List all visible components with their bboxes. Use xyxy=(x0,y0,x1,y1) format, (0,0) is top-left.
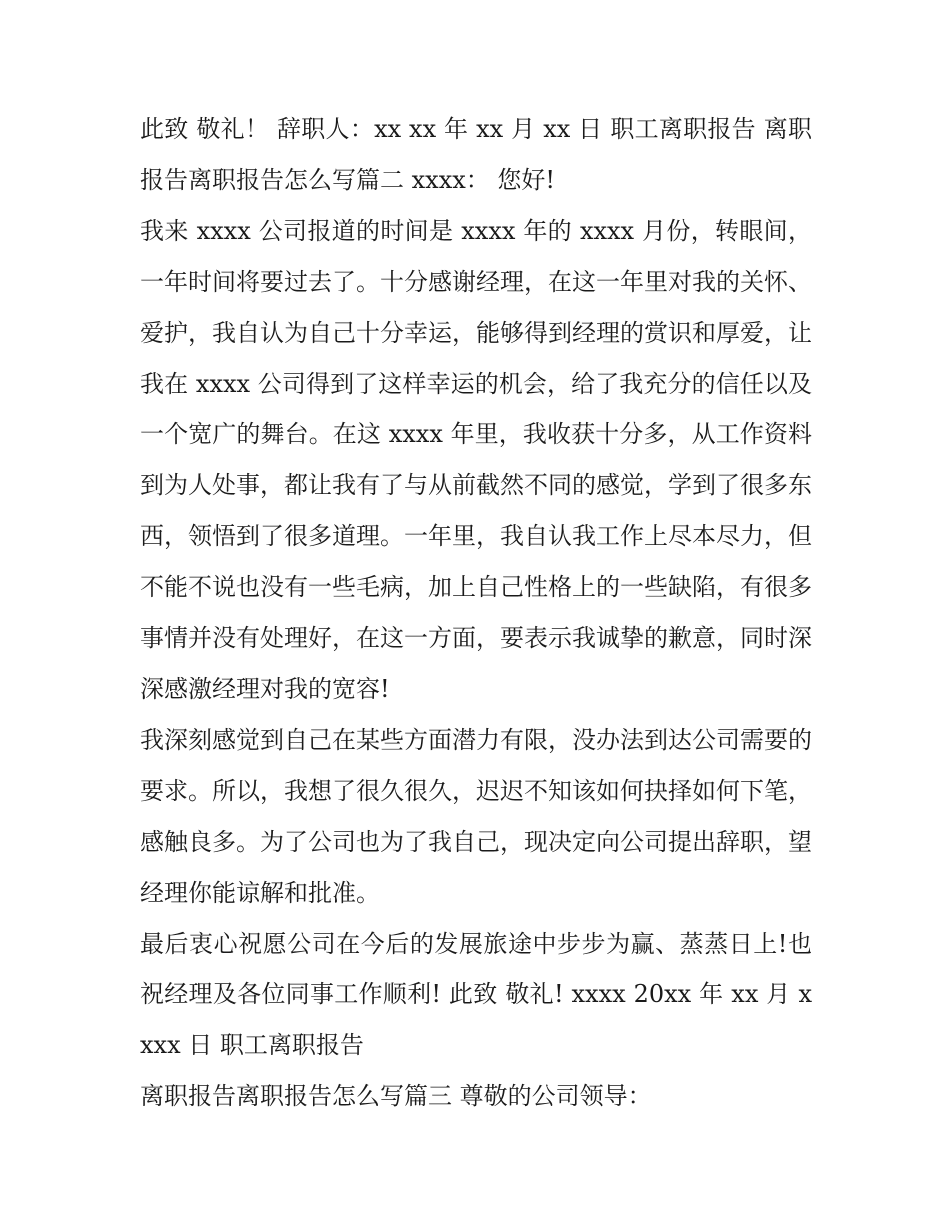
document-body xyxy=(140,104,812,1122)
paragraph-closing-and-heading-2: 此致 敬礼！ 辞职人：xx xx 年 xx 月 xx 日 职工离职报告 离职报告离职报告怎么写篇二 xxxx： 您好! xyxy=(140,115,812,194)
paragraph-resignation-reason: 我深刻感觉到自己在某些方面潜力有限，没办法到达公司需要的要求。所以，我想了很久很久，迟迟不知该如何抉择如何下笔，感触良多。为了公司也为了我自己，现决定向公司提出辞职，望经理你能谅解和批准。 xyxy=(140,725,812,907)
paragraph-wishes-and-signature: 最后衷心祝愿公司在今后的发展旅途中步步为赢、蒸蒸日上!也祝经理及各位同事工作顺利! 此致 敬礼! xxxx 20xx 年 xx 月 xxxx 日 职工离职报告 xyxy=(140,929,812,1060)
paragraph-heading-3: 离职报告离职报告怎么写篇三 尊敬的公司领导： xyxy=(140,1082,652,1111)
paragraph-gratitude: 我来 xxxx 公司报道的时间是 xxxx 年的 xxxx 月份，转眼间，一年时间将要过去了。十分感谢经理，在这一年里对我的关怀、爱护，我自认为自己十分幸运，能够得到经理的赏识和厚爱，让我在 xxxx 公司得到了这样幸运的机会，给了我充分的信任以及一个宽广的舞台。在这 xxxx 年里，我收获十分多，从工作资料到为人处事，都让我有了与从前截然不同的感觉，学到了很多东西，领悟到了很多道理。一年里，我自认我工作上尽本尽力，但不能不说也没有一些毛病，加上自己性格上的一些缺陷，有很多事情并没有处理好，在这一方面，要表示我诚挚的歉意，同时深深感激经理对我的宽容! xyxy=(140,216,812,703)
